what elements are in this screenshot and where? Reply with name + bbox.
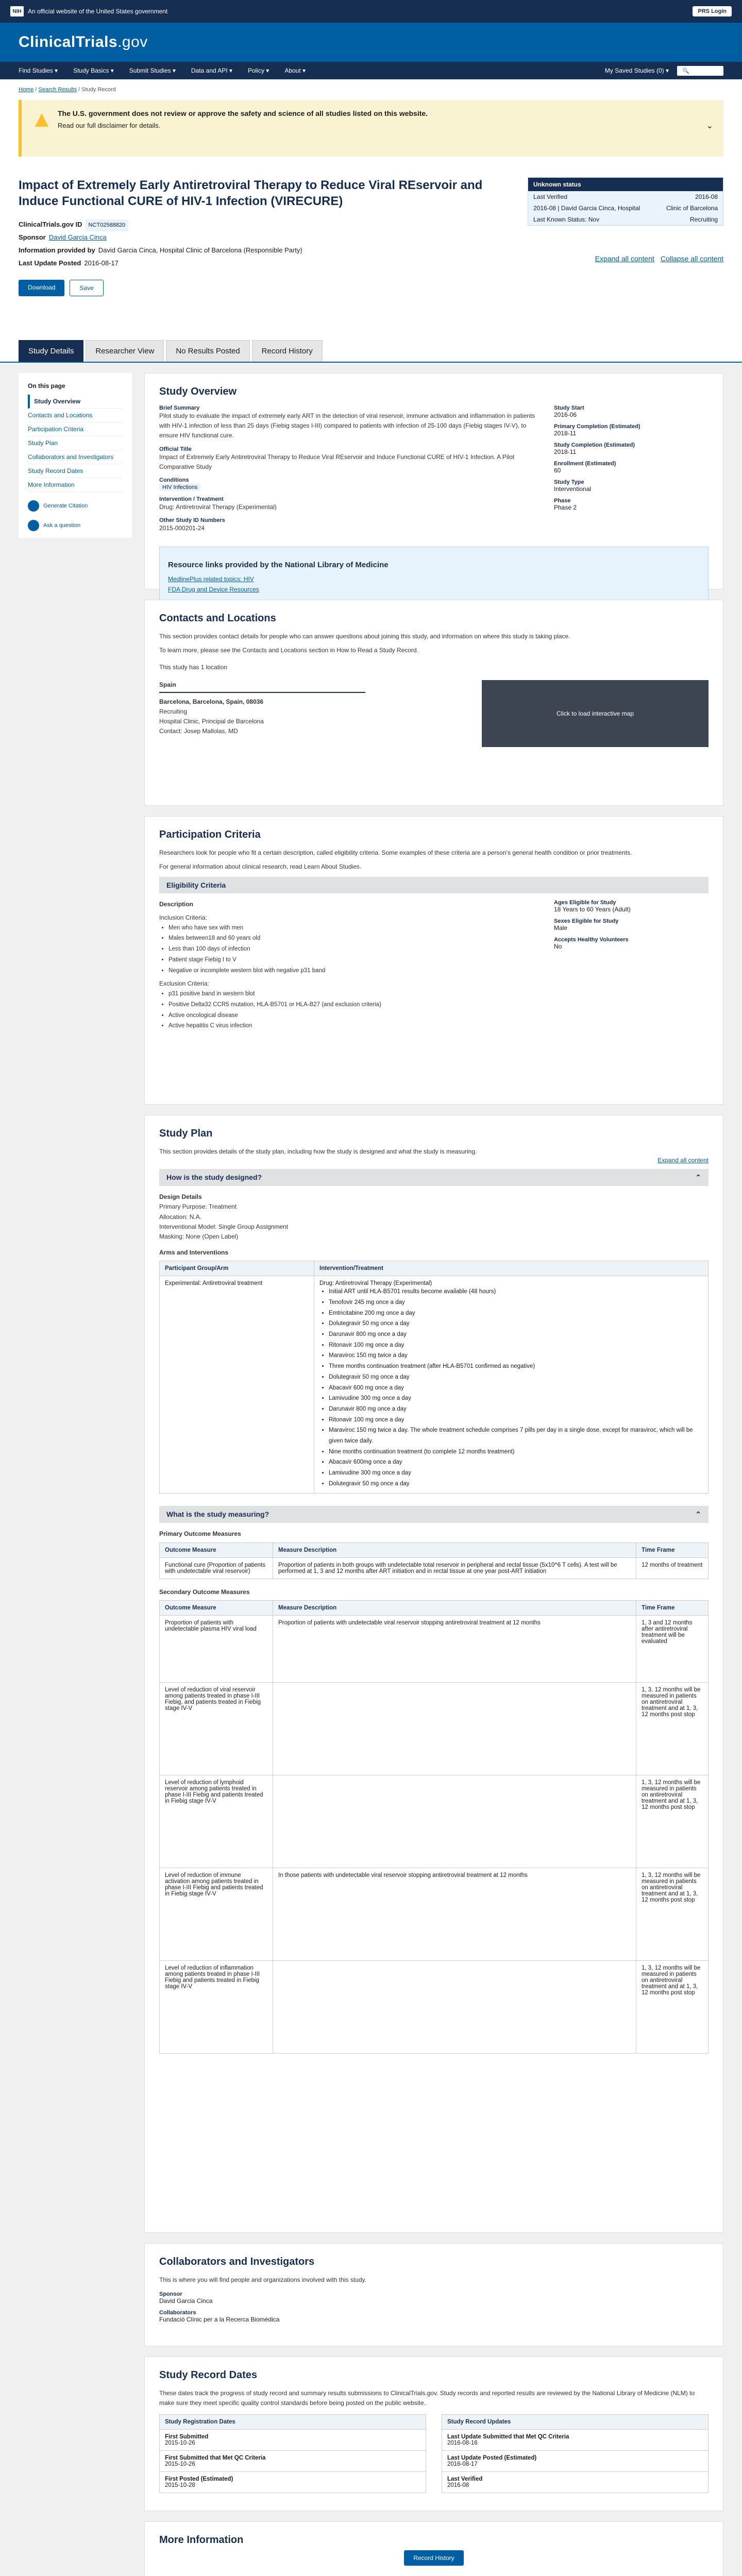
nav-policy[interactable]: Policy ▾ (247, 67, 269, 74)
sidenav-overview[interactable]: Study Overview (28, 395, 123, 409)
disclaimer-alert (19, 100, 723, 157)
alert-body: Read our full disclaimer for details. (58, 122, 161, 129)
site-header (0, 23, 742, 62)
study-title: Impact of Extremely Early Antiretroviral Therapy to Reduce Viral REservoir and Induce Functional CURE of HIV-1 Infection (VIRECURE) (19, 178, 483, 209)
page-sidenav: On this page Study Overview Contacts and Locations Participation Criteria Study Plan Collaborators and Investigators Study Record Dates More Information Generate Citation Ask a question (19, 373, 132, 538)
nav-find-studies[interactable]: Find Studies ▾ (19, 67, 58, 74)
overview-heading: Study Overview (159, 386, 237, 397)
crumb-current: Study Record (81, 87, 116, 93)
record-history-button[interactable]: Record History (404, 2550, 463, 2566)
registration-dates-table: Study Registration Dates First Submitted 2015-10-26 First Submitted that Met QC Criteria 2015-10-26 First Posted (Estimated) 2015-10-28 (159, 2414, 426, 2493)
record-updates-table: Study Record Updates Last Update Submitted that Met QC Criteria 2016-08-16 Last Update Posted (Estimated) 2016-08-17 Last Verified 2016-08 (442, 2414, 709, 2493)
status-panel: Unknown status Last Verified 2016-08 2016-08 | David Garcia Cinca, Hospital Clinic of Barcelona Last Known Status: Nov Recruiting (528, 177, 723, 226)
criteria-section: Participation Criteria Researchers look for people who fit a certain description, called eligibility criteria. Some examples of these criteria are a person's general health condition or prior treatments. For general information about clinical research, read Learn About Studies. Eligibility Criteria Description Inclusion Criteria: • Men who have sex with men • Males between18 and 60 years old • Less than 100 days of infection • Patient stage Fiebig I to V • Negative or incomplete western blot with negative p31 band Exclusion Criteria: • p31 positive band in western blot • Positive Delta32 CCR5 mutation, HLA-B5701 or HLA-B27 (and exclusion criteria) • Active oncological disease • Active hepatitis C virus infection Ages Eligible for Study 18 Years to 60 Years (Adult) Sexes Eligible for Study Male Accepts Healthy Volunteers No (144, 816, 723, 1105)
sidenav-collab[interactable]: Collaborators and Investigators (28, 450, 123, 464)
nav-study-basics[interactable]: Study Basics ▾ (73, 67, 114, 74)
last-update: 2016-08-17 (84, 259, 119, 267)
sidenav-criteria[interactable]: Participation Criteria (28, 422, 123, 436)
nih-logo[interactable] (10, 6, 167, 16)
sidenav-plan[interactable]: Study Plan (28, 436, 123, 450)
nlm-resources: Resource links provided by the National Library of Medicine MedlinePlus related topics: HIV FDA Drug and Device Resources (159, 547, 709, 603)
location-list: Spain Barcelona, Barcelona, Spain, 08036 Recruiting Hospital Clinic, Principal de Barcelona Contact: Josep Mallolas, MD (159, 680, 466, 747)
medlineplus-link[interactable]: MedlinePlus related topics: HIV (168, 575, 254, 583)
tab-researcher-view[interactable]: Researcher View (86, 340, 164, 362)
crumb-home[interactable]: Home (19, 87, 34, 93)
primary-outcomes-table: Outcome Measure Measure Description Time Frame Functional cure (Proportion of patients with undetectable viral reservoir) Proportion of patients in both groups with undetectable total reservoir in peripheral and rectal tissue (5x10^6 T cells). A test will be performed at 1, 3 and 12 months after ART initiation and in rectal tissue at one year post-ART initiation 12 months of treatment (159, 1543, 709, 1579)
tab-study-details[interactable]: Study Details (19, 340, 83, 362)
search-icon[interactable]: 🔍 (677, 66, 723, 76)
tab-record-history[interactable]: Record History (252, 340, 323, 362)
download-button[interactable]: Download (19, 280, 64, 296)
tab-no-results[interactable]: No Results Posted (166, 340, 249, 362)
info-provider: David Garcia Cinca, Hospital Clinic of Barcelona (Responsible Party) (98, 246, 302, 254)
sidenav-dates[interactable]: Study Record Dates (28, 464, 123, 478)
alert-title: The U.S. government does not review or approve the safety and science of all studies listed on this website. (58, 109, 428, 117)
intervention-list: • Initial ART until HLA-B5701 results become available (48 hours) • Tenofovir 245 mg once a day • Emtricitabine 200 mg once a day • Dolutegravir 50 mg once a day • Darunavir 800 mg once a day • Ritonavir 100 mg once a day • Maraviroc 150 mg twice a day • Three months continuation treatment (after HLA-B5701 confirmed as negative) • Dolutegravir 50 mg once a day • Abacavir 600 mg once a day • Lamivudine 300 mg once a day • Darunavir 800 mg once a day • Ritonavir 100 mg once a day • Maraviroc 150 mg twice a day. The whole treatment schedule comprises 7 pills per day in a single dose, except for maraviroc, which will be given twice daily. • Nine months continuation treatment (to complete 12 months treatment) • Abacavir 600mg once a day • Lamivudine 300 mg once a day • Dolutegravir 50 mg once a day (319, 1286, 703, 1489)
prs-login-button[interactable]: PRS Login (693, 6, 732, 16)
exclusion-list: • p31 positive band in western blot • Positive Delta32 CCR5 mutation, HLA-B5701 or HLA-B27 (and exclusion criteria) • Active oncological disease • Active hepatitis C virus infection (159, 989, 538, 1031)
sidenav-more[interactable]: More Information (28, 478, 123, 492)
nav-data-api[interactable]: Data and API ▾ (191, 67, 232, 74)
sponsor-link[interactable]: David Garcia Cinca (48, 233, 107, 242)
nav-submit-studies[interactable]: Submit Studies ▾ (129, 67, 176, 74)
saved-studies-link[interactable]: My Saved Studies (0) ▾ (604, 67, 669, 74)
contacts-section: Contacts and Locations This section provides contact details for people who can answer questions about joining this study, and information on where this study is taking place. To learn more, please see the Contacts and Locations section in How to Read a Study Record. This study has 1 location Spain Barcelona, Barcelona, Spain, 08036 Recruiting Hospital Clinic, Principal de Barcelona Contact: Josep Mallolas, MD Click to load interactive map (144, 600, 723, 806)
secondary-outcomes-table: Outcome Measure Measure Description Time Frame Proportion of patients with undetectable plasma HIV viral load Proportion of patients with undetectable viral reservoir stopping antiretroviral treatment at 12 months 1, 3 and 12 months after antiretroviral treatment will be evaluated Level of reduction of viral reservoir among patients treated in phase I-III Fiebig, and patients treated in Fiebig stage IV-V 1, 3, 12 months will be measured in patients on antiretroviral treatment and at 1, 3, 12 months post stop Level of reduction of lymphoid reservoir among patients treated in phase I-III Fiebig and patients treated in Fiebig stage IV-V 1, 3, 12 months will be measured in patients on antiretroviral treatment and at 1, 3, 12 months post stop Level of reduction of immune activation among patients treated in phase I-III Fiebig and patients treated in Fiebig stage IV-V In those patients with undetectable viral reservoir stopping antiretroviral treatment at 12 months 1, 3, 12 months will be measured in patients on antiretroviral treatment and at 1, 3, 12 months post stop Level of reduction of inflammation among patients treated in phase I-III Fiebig and patients treated in Fiebig stage IV-V 1, 3, 12 months will be measured in patients on antiretroviral treatment and at 1, 3, 12 months post stop (159, 1600, 709, 2054)
save-button[interactable]: Save (70, 280, 103, 296)
nct-id[interactable]: NCT02588820 (86, 219, 129, 231)
main-nav (0, 62, 742, 79)
study-meta: ClinicalTrials.gov ID NCT02588820 Sponsor David Garcia Cinca Information provided by David Garcia Cinca, Hospital Clinic of Barcelona (Responsible Party) Last Update Posted 2016-08-17 (19, 221, 302, 267)
official-title: Impact of Extremely Early Antiretroviral Therapy to Reduce Viral REservoir and Induce Functional CURE of HIV-1 Infection. A Pilot Comparative Study (159, 453, 515, 470)
chevron-up-icon: ⌃ (695, 1173, 701, 1182)
eligibility-header: Eligibility Criteria (159, 877, 709, 893)
collab-section: Collaborators and Investigators This is where you will find people and organizations involved with this study. Sponsor David Garcia Cinca Collaborators Fundació Clínic per a la Recerca Biomèdica (144, 2243, 723, 2346)
condition-tag[interactable]: HIV Infections (159, 484, 200, 491)
study-header (0, 162, 742, 337)
nih-icon: NIH (10, 6, 24, 16)
study-tabs (0, 337, 742, 363)
brief-summary: Pilot study to evaluate the impact of extremely early ART in the detection of viral reservoir, immune activation and inflammation in patients with HIV-1 infection of less than 25 days (Fiebig stages I-III) compared to patients with infection of 25-100 days (Fiebig stages IV-V), to ensure HIV functional cure. (159, 412, 535, 439)
fda-link[interactable]: FDA Drug and Device Resources (168, 585, 259, 593)
gov-text: An official website of the United States government (28, 8, 168, 15)
chevron-up-icon: ⌃ (695, 1510, 701, 1519)
sidenav-contacts[interactable]: Contacts and Locations (28, 409, 123, 422)
overview-section: Study Overview Brief Summary Pilot study to evaluate the impact of extremely early ART in the detection of viral reservoir, immune activation and inflammation in patients with HIV-1 infection of less than 25 days (Fiebig stages I-III) compared to patients with infection of 25-100 days (Fiebig stages IV-V), to ensure HIV functional cure. Official Title Impact of Extremely Early Antiretroviral Therapy to Reduce Viral REservoir and Induce Functional CURE of HIV-1 Infection. A Pilot Comparative Study Conditions HIV Infections Intervention / Treatment Drug: Antiretroviral Therapy (Experimental) Other Study ID Numbers 2015-000201-24 Study Start 2016-06 Primary Completion (Estimated) 2018-11 Study Completion (Estimated) 2018-11 Enrollment (Estimated) 60 Study Type Interventional Phase Phase 2 Resource links provided by the National Library of Medicine MedlinePlus related topics: HIV FDA Drug and Device Resources (144, 373, 723, 589)
crumb-search[interactable]: Search Results (38, 87, 77, 93)
design-accordion[interactable]: How is the study designed? ⌃ (159, 1169, 709, 1186)
close-icon[interactable]: ⌄ (706, 122, 713, 130)
breadcrumb: Home / Search Results / Study Record (0, 79, 742, 100)
study-plan-section: Study Plan This section provides details of the study plan, including how the study is designed and what the study is measuring. Expand all content How is the study designed? ⌃ Design Details Primary Purpose: Treatment Allocation: N.A. Interventional Model: Single Group Assignment Masking: None (Open Label) Arms and Interventions Participant Group/Arm Intervention/Treatment Experimental: Antiretroviral treatment Drug: Antiretroviral Therapy (Experimental) • Initial ART until HLA-B5701 results become available (48 hours) • Tenofovir 245 mg once a day • Emtricitabine 200 mg once a day • Dolutegravir 50 mg once a day • Darunavir 800 mg once a day • Ritonavir 100 mg once a day • Maraviroc 150 mg twice a day • Three months continuation treatment (after HLA-B5701 confirmed as negative) • Dolutegravir 50 mg once a day • Abacavir 600 mg once a day • Lamivudine 300 mg once a day • Darunavir 800 mg once a day • Ritonavir 100 mg once a day • Maraviroc 150 mg twice a day. The whole treatment schedule comprises 7 pills per day in a single dose, except for maraviroc, which will be given twice daily. • Nine months continuation treatment (to complete 12 months treatment) • Abacavir 600mg once a day • Lamivudine 300 mg once a day • Dolutegravir 50 mg once a day What is the study measuring? ⌃ Primary Outcome Measures Outcome Measure Measure Description Time Frame Functional cure (Proportion of patients with undetectable viral reservoir) Proportion of patients in both groups with undetectable total reservoir in peripheral and rectal tissue (5x10^6 T cells). A test will be performed at 1, 3 and 12 months after ART initiation and in rectal tissue at one year post-ART initiation 12 months of treatment Secondary Outcome Measures Outcome Measure Measure Description Time Frame Proportion of patients with undetectable plasma HIV viral load Proportion of patients with undetectable viral reservoir stopping antiretroviral treatment at 12 months 1, 3 and 12 months after antiretroviral treatment will be evaluated Level of reduction of viral reservoir among patients treated in phase I-III Fiebig, and patients treated in Fiebig stage IV-V 1, 3, 12 months will be measured in patients on antiretroviral treatment and at 1, 3, 12 months post stop Level of reduction of lymphoid reservoir among patients treated in phase I-III Fiebig and patients treated in Fiebig stage IV-V 1, 3, 12 months will be measured in patients on antiretroviral treatment and at 1, 3, 12 months post stop Level of reduction of immune activation among patients treated in phase I-III Fiebig and patients treated in Fiebig stage IV-V In those patients with undetectable viral reservoir stopping antiretroviral treatment at 12 months 1, 3, 12 months will be measured in patients on antiretroviral treatment and at 1, 3, 12 months post stop Level of reduction of inflammation among patients treated in phase I-III Fiebig and patients treated in Fiebig stage IV-V 1, 3, 12 months will be measured in patients on antiretroviral treatment and at 1, 3, 12 months post stop (144, 1115, 723, 2233)
question-icon (28, 520, 39, 531)
plan-expand-link[interactable]: Expand all content (657, 1157, 709, 1164)
intervention: Drug: Antiretroviral Therapy (Experimental) (159, 503, 277, 511)
location-map[interactable]: Click to load interactive map (482, 680, 709, 747)
nav-about[interactable]: About ▾ (284, 67, 306, 74)
warning-icon (35, 113, 48, 127)
citation-link[interactable]: Generate Citation (28, 500, 123, 512)
dates-section: Study Record Dates These dates track the progress of study record and summary results submissions to ClinicalTrials.gov. Study records and reported results are reviewed by the National Library of Medicine (NLM) to make sure they meet specific quality control standards before being posted on the public website. Study Registration Dates First Submitted 2015-10-26 First Submitted that Met QC Criteria 2015-10-26 First Posted (Estimated) 2015-10-28 Study Record Updates Last Update Submitted that Met QC Criteria 2016-08-16 Last Update Posted (Estimated) 2016-08-17 Last Verified 2016-08 (144, 2357, 723, 2511)
measure-accordion[interactable]: What is the study measuring? ⌃ (159, 1506, 709, 1523)
arms-table: Participant Group/Arm Intervention/Treatment Experimental: Antiretroviral treatment Drug: Antiretroviral Therapy (Experimental) • Initial ART until HLA-B5701 results become available (48 hours) • Tenofovir 245 mg once a day • Emtricitabine 200 mg once a day • Dolutegravir 50 mg once a day • Darunavir 800 mg once a day • Ritonavir 100 mg once a day • Maraviroc 150 mg twice a day • Three months continuation treatment (after HLA-B5701 confirmed as negative) • Dolutegravir 50 mg once a day • Abacavir 600 mg once a day • Lamivudine 300 mg once a day • Darunavir 800 mg once a day • Ritonavir 100 mg once a day • Maraviroc 150 mg twice a day. The whole treatment schedule comprises 7 pills per day in a single dose, except for maraviroc, which will be given twice daily. • Nine months continuation treatment (to complete 12 months treatment) • Abacavir 600mg once a day • Lamivudine 300 mg once a day • Dolutegravir 50 mg once a day (159, 1261, 709, 1494)
gov-banner (0, 0, 742, 23)
site-logo[interactable]: ClinicalTrials.gov (19, 33, 148, 50)
collapse-all-link[interactable]: Collapse all content (660, 255, 723, 263)
expand-all-link[interactable]: Expand all content (595, 255, 654, 263)
more-info-section: More Information Record History (144, 2521, 723, 2576)
other-ids: 2015-000201-24 (159, 524, 205, 532)
ask-link[interactable]: Ask a question (28, 520, 123, 531)
inclusion-list: • Men who have sex with men • Males between18 and 60 years old • Less than 100 days of infection • Patient stage Fiebig I to V • Negative or incomplete western blot with negative p31 band (159, 923, 538, 976)
citation-icon (28, 500, 39, 512)
status-badge: Unknown status (528, 178, 723, 191)
